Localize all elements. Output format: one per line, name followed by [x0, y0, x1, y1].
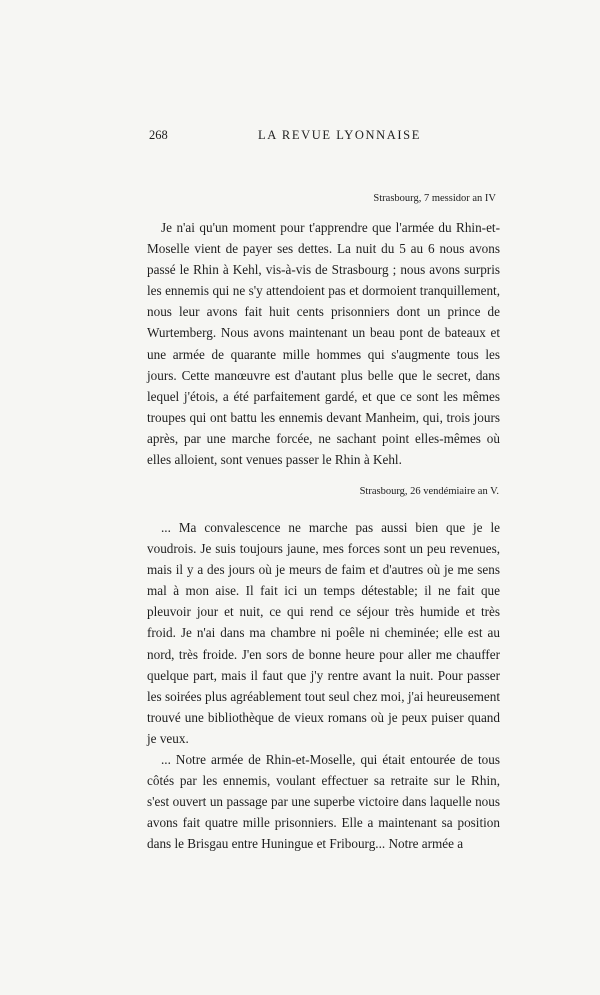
page-number: 268: [149, 128, 168, 142]
letter-2-paragraph-1: ... Ma convalescence ne marche pas aussi bien que je le voudrois. Je suis toujours jaune, mes forces sont un peu revenues, mais il y a des jours où je meurs de faim et d'autres où je me sens mal à mon aise. Il fait ici un temps détestable; il ne fait que pleuvoir jour et nuit, ce qui rend ce séjour très humide et très froid. Je n'ai dans ma chambre ni poêle ni cheminée; elle est au nord, très froide. J'en sors de bonne heure pour aller me chauffer quelque part, mais il faut que j'y rentre avant la nuit. Pour passer les soirées plus agréablement tout seul chez moi, j'ai heureusement trouvé une bibliothèque de vieux romans où je peux puiser quand je veux.: [147, 520, 500, 746]
letter-2-body: [147, 517, 500, 855]
journal-title: LA REVUE LYONNAISE: [258, 128, 421, 142]
letter-1-paragraph-1: Je n'ai qu'un moment pour t'apprendre que l'armée du Rhin-et-Moselle vient de payer ses dettes. La nuit du 5 au 6 nous avons passé le Rhin à Kehl, vis-à-vis de Strasbourg ; nous avons surpris les ennemis qui ne s'y attendoient pas et dormoient tranquillement, nous leur avons fait huit cents prisonniers dont un prince de Wurtemberg. Nous avons maintenant un beau pont de bateaux et une armée de quarante mille hommes qui s'augmente tous les jours. Cette manœuvre est d'autant plus belle que le secret, dans lequel j'étois, a été parfaitement gardé, et que ce sont les mêmes troupes qui ont battu les ennemis devant Manheim, qui, trois jours après, par une marche forcée, ne sachant point elles-mêmes où elles alloient, sont venues passer le Rhin à Kehl.: [147, 220, 500, 468]
running-head: [149, 127, 501, 143]
letter-2-paragraph-2: ... Notre armée de Rhin-et-Moselle, qui était entourée de tous côtés par les ennemis, voulant effectuer sa retraite sur le Rhin, s'est ouvert un passage par une superbe victoire dans laquelle nous avons fait quatre mille prisonniers. Elle a maintenant sa position dans le Brisgau entre Huningue et Fribourg... Notre armée a: [147, 752, 500, 852]
letter-2-dateline: Strasbourg, 26 vendémiaire an V.: [359, 486, 499, 497]
letter-1-body: [147, 217, 500, 470]
letter-1-dateline: Strasbourg, 7 messidor an IV: [373, 193, 496, 204]
